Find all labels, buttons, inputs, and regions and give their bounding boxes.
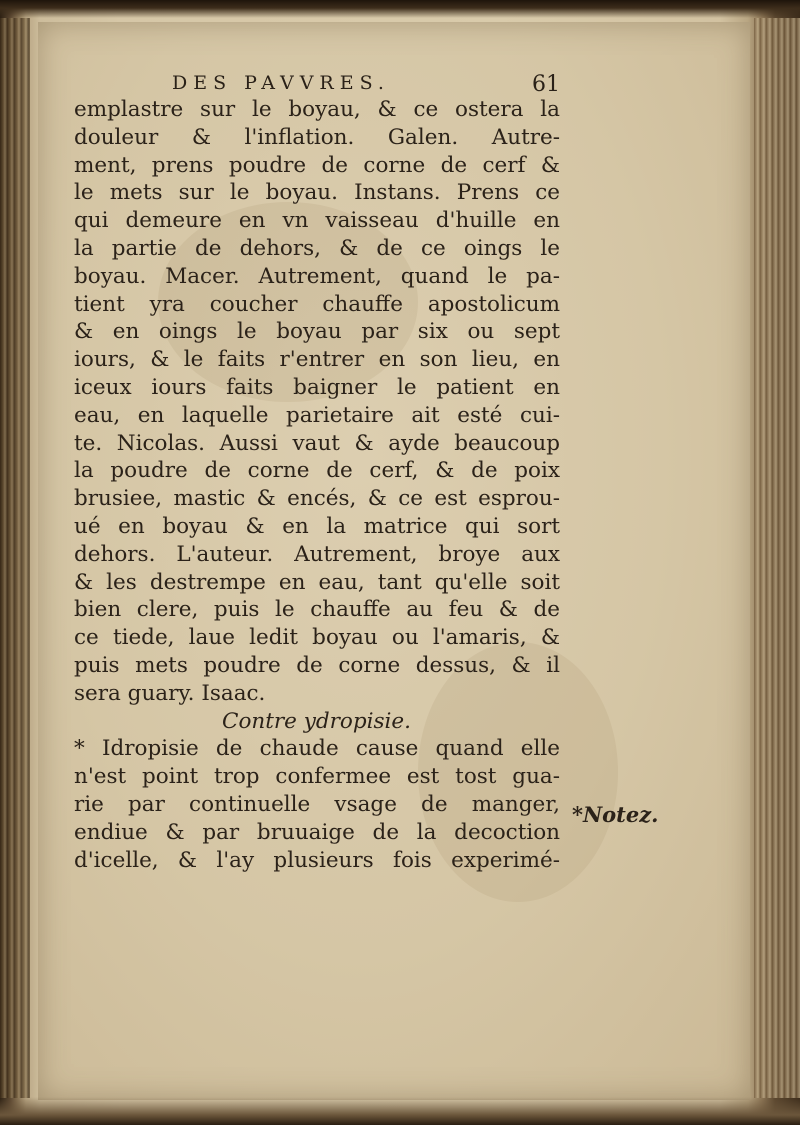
text-line: boyau. Macer. Autrement, quand le pa- xyxy=(74,263,560,289)
text-line: bien clere, puis le chauffe au feu & de xyxy=(74,597,560,623)
text-line: qui demeure en vn vaisseau d'huille en xyxy=(74,208,560,234)
margin-note: *Notez. xyxy=(572,802,659,827)
text-line: le mets sur le boyau. Instans. Prens ce xyxy=(74,180,560,206)
top-shadow xyxy=(0,0,800,18)
text-line: iours, & le faits r'entrer en son lieu, en xyxy=(74,347,560,373)
text-line: emplastre sur le boyau, & ce ostera la xyxy=(74,97,560,122)
text-line: & les destrempe en eau, tant qu'elle soit xyxy=(74,569,560,595)
text-line: endiue & par bruuaige de la decoction xyxy=(74,819,560,845)
text-line: rie par continuelle vsage de manger, xyxy=(74,791,560,817)
text-line: * Idropisie de chaude cause quand elle xyxy=(74,736,560,762)
text-line: la partie de dehors, & de ce oings le xyxy=(74,235,560,261)
text-line: & en oings le boyau par six ou sept xyxy=(74,319,560,345)
text-line: eau, en laquelle parietaire ait esté cui- xyxy=(74,402,560,428)
text-line: ce tiede, laue ledit boyau ou l'amaris, & xyxy=(74,625,560,651)
page-leaves-edge xyxy=(754,18,800,1098)
text-line: puis mets poudre de corne dessus, & il xyxy=(74,652,560,678)
text-line: douleur & l'inflation. Galen. Autre- xyxy=(74,124,560,150)
page-number: 61 xyxy=(532,72,560,97)
section-heading: Contre ydropisie. xyxy=(222,708,411,734)
text-line: n'est point trop confermee est tost gua- xyxy=(74,764,560,790)
text-line: brusiee, mastic & encés, & ce est esprou- xyxy=(74,486,560,512)
text-line: ué en boyau & en la matrice qui sort xyxy=(74,513,560,539)
text-line: d'icelle, & l'ay plusieurs fois experimé- xyxy=(74,847,560,873)
text-line: sera guary. Isaac. xyxy=(74,680,266,706)
binding-edge xyxy=(0,18,30,1098)
text-line: te. Nicolas. Aussi vaut & ayde beaucoup xyxy=(74,430,560,456)
running-head: DES PAVVRES. xyxy=(172,72,390,94)
text-line: tient yra coucher chauffe apostolicum xyxy=(74,291,560,317)
text-line: la poudre de corne de cerf, & de poix xyxy=(74,458,560,484)
text-line: ment, prens poudre de corne de cerf & xyxy=(74,152,560,178)
body-text xyxy=(74,96,560,874)
text-line: dehors. L'auteur. Autrement, broye aux xyxy=(74,541,560,567)
text-line: iceux iours faits baigner le patient en xyxy=(74,374,560,400)
bottom-shadow xyxy=(0,1097,800,1125)
